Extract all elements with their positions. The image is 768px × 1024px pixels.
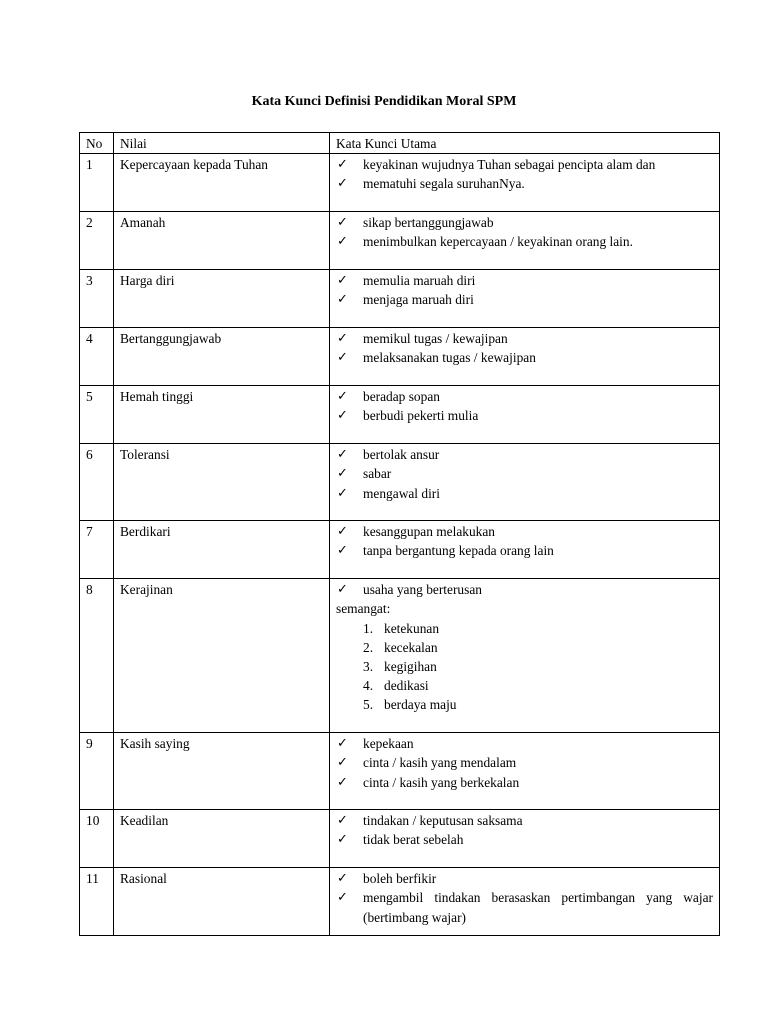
row-number: 6 bbox=[80, 444, 114, 521]
keyword-list bbox=[336, 329, 713, 367]
keyword-text: tindakan / keputusan saksama bbox=[363, 813, 523, 829]
row-kata-kunci bbox=[330, 328, 720, 386]
keyword-item bbox=[336, 734, 713, 753]
keyword-text: sikap bertanggungjawab bbox=[363, 215, 494, 231]
checkmark-icon: ✓ bbox=[337, 871, 348, 887]
header-nilai: Nilai bbox=[114, 133, 330, 154]
keyword-text: beradap sopan bbox=[363, 389, 440, 405]
numbered-text: dedikasi bbox=[384, 678, 429, 694]
keyword-item bbox=[336, 888, 713, 926]
keyword-item bbox=[336, 484, 713, 503]
keyword-text: mengawal diri bbox=[363, 485, 440, 501]
checkmark-icon: ✓ bbox=[337, 389, 348, 405]
row-kata-kunci bbox=[330, 270, 720, 328]
row-kata-kunci bbox=[330, 444, 720, 521]
checkmark-icon: ✓ bbox=[337, 774, 348, 790]
row-nilai: Keadilan bbox=[114, 810, 330, 868]
keyword-list bbox=[336, 445, 713, 503]
numbered-text: kecekalan bbox=[384, 639, 438, 655]
table-row bbox=[80, 328, 720, 386]
checkmark-icon: ✓ bbox=[337, 485, 348, 501]
keyword-list bbox=[336, 580, 713, 599]
keyword-list bbox=[336, 387, 713, 425]
item-number: 2. bbox=[363, 639, 374, 655]
keyword-item bbox=[336, 155, 713, 174]
checkmark-icon: ✓ bbox=[337, 447, 348, 463]
table-row bbox=[80, 444, 720, 521]
checkmark-icon: ✓ bbox=[337, 543, 348, 559]
row-nilai: Kasih saying bbox=[114, 733, 330, 810]
checkmark-icon: ✓ bbox=[337, 832, 348, 848]
keyword-text: kesanggupan melakukan bbox=[363, 524, 496, 540]
keyword-text: kepekaan bbox=[363, 736, 414, 752]
row-number: 8 bbox=[80, 579, 114, 733]
keyword-text: sabar bbox=[363, 466, 392, 482]
keyword-item bbox=[336, 830, 713, 849]
checkmark-icon: ✓ bbox=[337, 755, 348, 771]
keyword-item bbox=[336, 290, 713, 309]
keyword-list bbox=[336, 869, 713, 927]
checkmark-icon: ✓ bbox=[337, 157, 348, 173]
keyword-item bbox=[336, 348, 713, 367]
numbered-item bbox=[336, 676, 713, 695]
table-row bbox=[80, 733, 720, 810]
numbered-text: ketekunan bbox=[384, 620, 440, 636]
item-number: 4. bbox=[363, 678, 374, 694]
row-kata-kunci bbox=[330, 386, 720, 444]
checkmark-icon: ✓ bbox=[337, 350, 348, 366]
row-kata-kunci bbox=[330, 154, 720, 212]
moral-values-table bbox=[79, 132, 720, 936]
keyword-list bbox=[336, 213, 713, 251]
table-body bbox=[80, 133, 720, 936]
keyword-text: mematuhi segala suruhanNya. bbox=[363, 176, 525, 192]
checkmark-icon: ✓ bbox=[337, 813, 348, 829]
numbered-list bbox=[336, 619, 713, 715]
row-number: 5 bbox=[80, 386, 114, 444]
row-nilai: Toleransi bbox=[114, 444, 330, 521]
numbered-text: berdaya maju bbox=[384, 697, 457, 713]
row-nilai: Kerajinan bbox=[114, 579, 330, 733]
keyword-text: tidak berat sebelah bbox=[363, 832, 464, 848]
row-nilai: Harga diri bbox=[114, 270, 330, 328]
table-row bbox=[80, 868, 720, 936]
row-kata-kunci bbox=[330, 521, 720, 579]
row-number: 11 bbox=[80, 868, 114, 936]
table-row bbox=[80, 521, 720, 579]
header-no: No bbox=[80, 133, 114, 154]
keyword-item bbox=[336, 869, 713, 888]
sub-label: semangat: bbox=[336, 601, 391, 617]
row-number: 1 bbox=[80, 154, 114, 212]
table-row bbox=[80, 270, 720, 328]
item-number: 3. bbox=[363, 659, 374, 675]
checkmark-icon: ✓ bbox=[337, 466, 348, 482]
keyword-item bbox=[336, 271, 713, 290]
keyword-text: usaha yang berterusan bbox=[363, 582, 482, 598]
row-number: 3 bbox=[80, 270, 114, 328]
keyword-item bbox=[336, 445, 713, 464]
header-kata-kunci: Kata Kunci Utama bbox=[330, 133, 720, 154]
numbered-item bbox=[336, 638, 713, 657]
keyword-item bbox=[336, 464, 713, 483]
row-kata-kunci bbox=[330, 579, 720, 733]
table-row bbox=[80, 810, 720, 868]
keyword-text: tanpa bergantung kepada orang lain bbox=[363, 543, 554, 559]
keyword-list bbox=[336, 522, 713, 560]
keyword-item bbox=[336, 174, 713, 193]
keyword-text: memikul tugas / kewajipan bbox=[363, 331, 508, 347]
keyword-item bbox=[336, 406, 713, 425]
item-number: 5. bbox=[363, 697, 374, 713]
row-kata-kunci bbox=[330, 212, 720, 270]
row-nilai: Amanah bbox=[114, 212, 330, 270]
keyword-text: menimbulkan kepercayaan / keyakinan orang lain. bbox=[363, 234, 633, 250]
keyword-item bbox=[336, 580, 713, 599]
row-number: 7 bbox=[80, 521, 114, 579]
keyword-item bbox=[336, 232, 713, 251]
numbered-item bbox=[336, 695, 713, 714]
table-row bbox=[80, 579, 720, 733]
keyword-item bbox=[336, 522, 713, 541]
row-number: 10 bbox=[80, 810, 114, 868]
row-kata-kunci bbox=[330, 868, 720, 936]
table-row bbox=[80, 154, 720, 212]
row-kata-kunci bbox=[330, 733, 720, 810]
keyword-item bbox=[336, 773, 713, 792]
keyword-text: bertolak ansur bbox=[363, 447, 440, 463]
keyword-list bbox=[336, 811, 713, 849]
checkmark-icon: ✓ bbox=[337, 524, 348, 540]
row-nilai: Hemah tinggi bbox=[114, 386, 330, 444]
keyword-item bbox=[336, 329, 713, 348]
keyword-text: menjaga maruah diri bbox=[363, 292, 474, 308]
keyword-item bbox=[336, 753, 713, 772]
row-number: 9 bbox=[80, 733, 114, 810]
row-number: 2 bbox=[80, 212, 114, 270]
checkmark-icon: ✓ bbox=[337, 273, 348, 289]
keyword-text: berbudi pekerti mulia bbox=[363, 408, 479, 424]
checkmark-icon: ✓ bbox=[337, 331, 348, 347]
checkmark-icon: ✓ bbox=[337, 176, 348, 192]
keyword-text: boleh berfikir bbox=[363, 871, 437, 887]
keyword-item bbox=[336, 387, 713, 406]
table-header-row bbox=[80, 133, 720, 154]
numbered-item bbox=[336, 657, 713, 676]
keyword-item bbox=[336, 213, 713, 232]
checkmark-icon: ✓ bbox=[337, 408, 348, 424]
keyword-text: keyakinan wujudnya Tuhan sebagai pencipta alam dan bbox=[363, 157, 656, 173]
row-nilai: Bertanggungjawab bbox=[114, 328, 330, 386]
row-nilai: Rasional bbox=[114, 868, 330, 936]
checkmark-icon: ✓ bbox=[337, 582, 348, 598]
item-number: 1. bbox=[363, 620, 374, 636]
keyword-text: melaksanakan tugas / kewajipan bbox=[363, 350, 536, 366]
keyword-list bbox=[336, 734, 713, 792]
keyword-text: mengambil tindakan berasaskan pertimbangan yang wajar (bertimbang wajar) bbox=[363, 890, 713, 925]
keyword-list bbox=[336, 155, 713, 193]
document-title: Kata Kunci Definisi Pendidikan Moral SPM bbox=[251, 94, 517, 109]
row-kata-kunci bbox=[330, 810, 720, 868]
row-number: 4 bbox=[80, 328, 114, 386]
keyword-item bbox=[336, 811, 713, 830]
keyword-text: cinta / kasih yang mendalam bbox=[363, 755, 517, 771]
numbered-item bbox=[336, 619, 713, 638]
checkmark-icon: ✓ bbox=[337, 736, 348, 752]
checkmark-icon: ✓ bbox=[337, 890, 348, 906]
checkmark-icon: ✓ bbox=[337, 292, 348, 308]
keyword-list bbox=[336, 271, 713, 309]
numbered-text: kegigihan bbox=[384, 659, 437, 675]
keyword-item bbox=[336, 541, 713, 560]
checkmark-icon: ✓ bbox=[337, 215, 348, 231]
row-nilai: Berdikari bbox=[114, 521, 330, 579]
keyword-text: cinta / kasih yang berkekalan bbox=[363, 774, 520, 790]
row-nilai: Kepercayaan kepada Tuhan bbox=[114, 154, 330, 212]
keyword-text: memulia maruah diri bbox=[363, 273, 476, 289]
table-row bbox=[80, 212, 720, 270]
table-row bbox=[80, 386, 720, 444]
checkmark-icon: ✓ bbox=[337, 234, 348, 250]
